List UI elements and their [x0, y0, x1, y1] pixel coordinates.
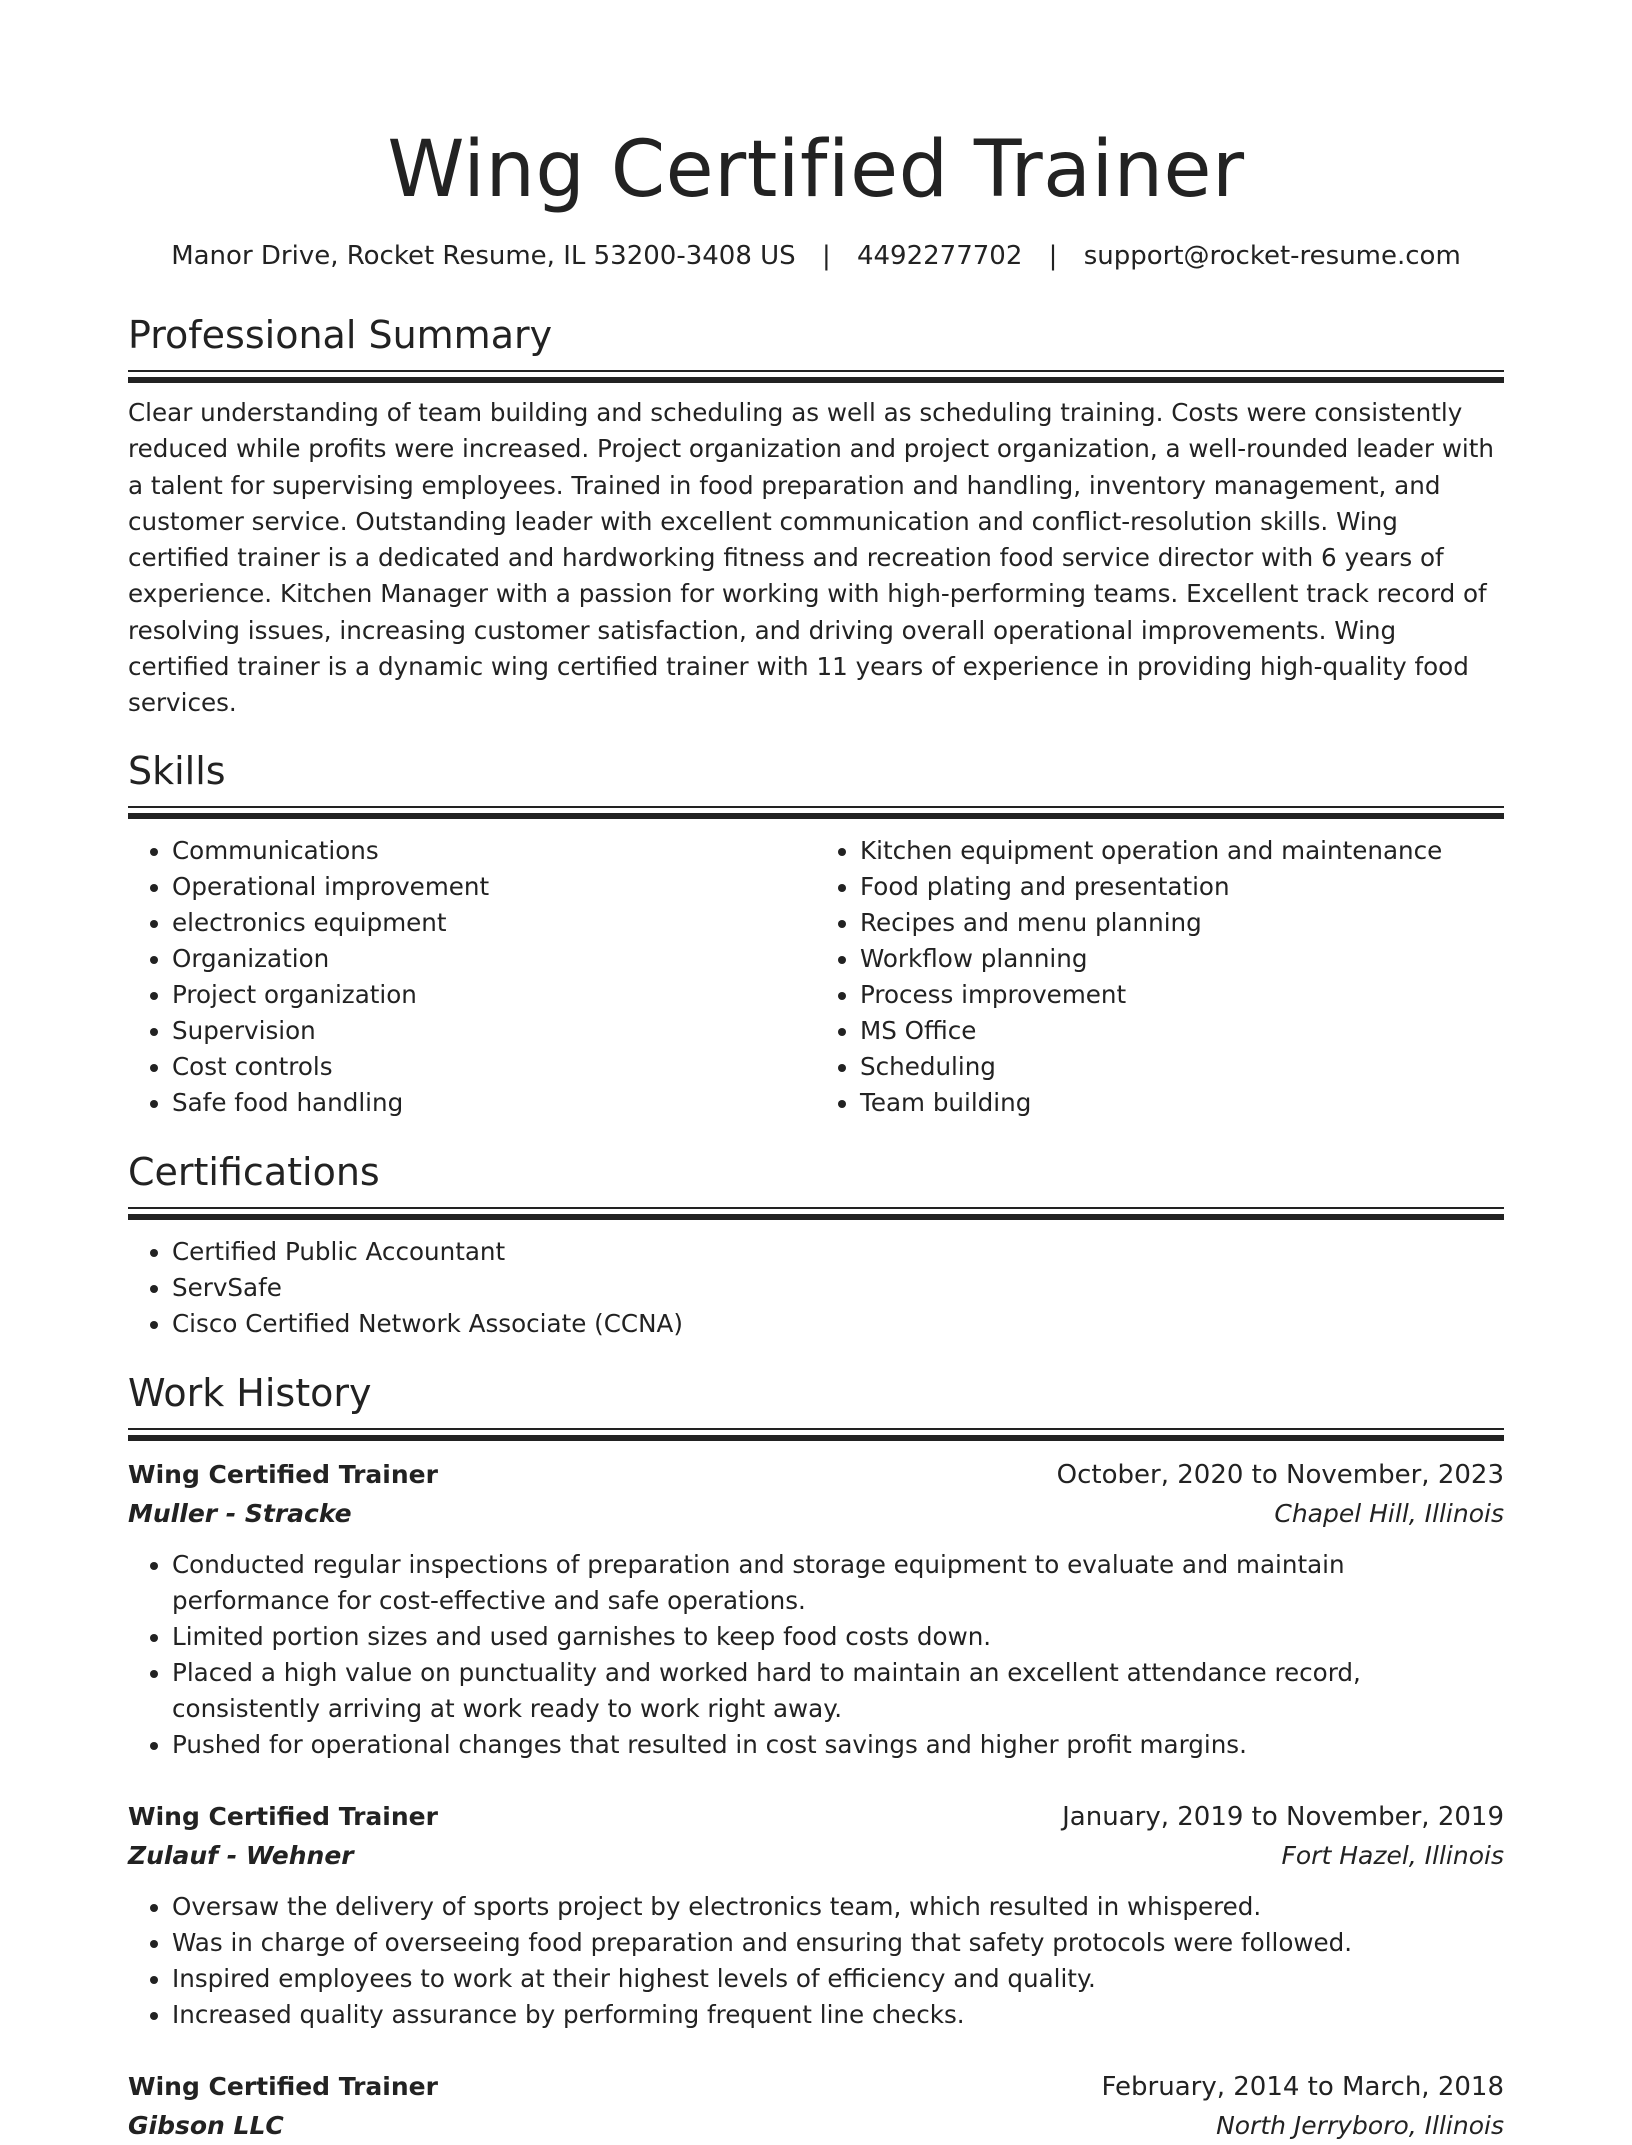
skill-item: • Safe food handling [172, 1085, 816, 1121]
job-bullets [128, 1889, 1504, 2033]
contact-line [128, 238, 1504, 274]
skill-item: • Cost controls [172, 1049, 816, 1085]
job-bullet: • Conducted regular inspections of preparation and storage equipment to evaluate and maintain performance for cost-effective and safe operations. [172, 1547, 1504, 1619]
contact-separator: | [821, 241, 831, 271]
skill-item: • MS Office [860, 1013, 1504, 1049]
certifications-list [128, 1234, 1504, 1342]
skill-item: • Recipes and menu planning [860, 905, 1504, 941]
job-bullet: • Was in charge of overseeing food preparation and ensuring that safety protocols were followed. [172, 1925, 1504, 1961]
section-divider [128, 370, 1504, 383]
job-bullet: • Pushed for operational changes that resulted in cost savings and higher profit margins. [172, 1727, 1504, 1763]
job-company: Muller - Stracke [128, 1498, 352, 1528]
skill-item: • Process improvement [860, 977, 1504, 1013]
job-company-row [128, 1495, 1504, 1533]
job-entry [128, 1797, 1504, 2033]
skill-item: • Supervision [172, 1013, 816, 1049]
skills-column-right [816, 833, 1504, 1121]
job-bullet: • Limited portion sizes and used garnishes to keep food costs down. [172, 1619, 1504, 1655]
contact-separator: | [1048, 241, 1058, 271]
section-title-summary: Professional Summary [128, 313, 553, 357]
skill-item: • Operational improvement [172, 869, 816, 905]
job-location: Chapel Hill, Illinois [1274, 1498, 1504, 1528]
job-bullet: • Placed a high value on punctuality and worked hard to maintain an excellent attendance record, consistently arriving at work ready to work right away. [172, 1655, 1504, 1727]
certifications-section [128, 1147, 1504, 1342]
job-header-row [128, 2067, 1504, 2107]
job-dates: February, 2014 to March, 2018 [1101, 2071, 1504, 2102]
job-company-row [128, 2107, 1504, 2145]
certification-item: • ServSafe [172, 1270, 1504, 1306]
section-divider [128, 1207, 1504, 1220]
section-divider [128, 806, 1504, 819]
professional-summary-section [128, 310, 1504, 722]
job-location: North Jerryboro, Illinois [1216, 2110, 1504, 2140]
contact-phone: 4492277702 [856, 241, 1023, 271]
job-title: Wing Certified Trainer [128, 2071, 438, 2101]
candidate-name: Wing Certified Trainer [387, 125, 1245, 215]
job-company-row [128, 1837, 1504, 1875]
skill-item: • Workflow planning [860, 941, 1504, 977]
job-entry [128, 1455, 1504, 1763]
skill-item: • Scheduling [860, 1049, 1504, 1085]
skill-item: • Food plating and presentation [860, 869, 1504, 905]
job-dates: October, 2020 to November, 2023 [1056, 1459, 1504, 1490]
skill-item: • Communications [172, 833, 816, 869]
skills-list-left [128, 833, 816, 1121]
job-bullets [128, 1547, 1504, 1763]
certification-item: • Certified Public Accountant [172, 1234, 1504, 1270]
certification-item: • Cisco Certified Network Associate (CCNA) [172, 1306, 1504, 1342]
job-dates: January, 2019 to November, 2019 [1062, 1801, 1504, 1832]
skills-column-left [128, 833, 816, 1121]
job-title: Wing Certified Trainer [128, 1801, 438, 1831]
skill-item: • Kitchen equipment operation and maintenance [860, 833, 1504, 869]
job-title: Wing Certified Trainer [128, 1459, 438, 1489]
job-bullet: • Increased quality assurance by performing frequent line checks. [172, 1997, 1504, 2033]
skills-list-right [816, 833, 1504, 1121]
work-history-section [128, 1368, 1504, 2145]
skills-grid [128, 833, 1504, 1121]
job-header-row [128, 1455, 1504, 1495]
section-divider [128, 1428, 1504, 1441]
section-title-certifications: Certifications [128, 1149, 380, 1194]
job-bullet: • Inspired employees to work at their highest levels of efficiency and quality. [172, 1961, 1504, 1997]
contact-email: support@rocket-resume.com [1083, 241, 1461, 271]
skill-item: • Project organization [172, 977, 816, 1013]
skills-section [128, 746, 1504, 1121]
job-bullet: • Oversaw the delivery of sports project by electronics team, which resulted in whispered. [172, 1889, 1504, 1925]
job-location: Fort Hazel, Illinois [1281, 1840, 1504, 1870]
skill-item: • electronics equipment [172, 905, 816, 941]
summary-text: Clear understanding of team building and scheduling as well as scheduling training. Costs were consistently reduced while profits were increased. Project organization and project organization, a well-rounded leader with a talent for supervising employees. Trained in food preparation and handling, inventory management, and customer service. Outstanding leader with excellent communication and conflict-resolution skills. Wing certified trainer is a dedicated and hardworking fitness and recreation food service director with 6 years of experience. Kitchen Manager with a passion for working with high-performing teams. Excellent track record of resolving issues, increasing customer satisfaction, and driving overall operational improvements. Wing certified trainer is a dynamic wing certified trainer with 11 years of experience in providing high-quality food services. [128, 398, 1494, 718]
skill-item: • Team building [860, 1085, 1504, 1121]
section-title-skills: Skills [128, 748, 226, 793]
section-title-work-history: Work History [128, 1370, 372, 1415]
job-company: Zulauf - Wehner [128, 1840, 354, 1870]
contact-address: Manor Drive, Rocket Resume, IL 53200-3408 US [171, 241, 796, 271]
job-entry [128, 2067, 1504, 2145]
job-header-row [128, 1797, 1504, 1837]
skill-item: • Organization [172, 941, 816, 977]
job-company: Gibson LLC [128, 2110, 284, 2140]
